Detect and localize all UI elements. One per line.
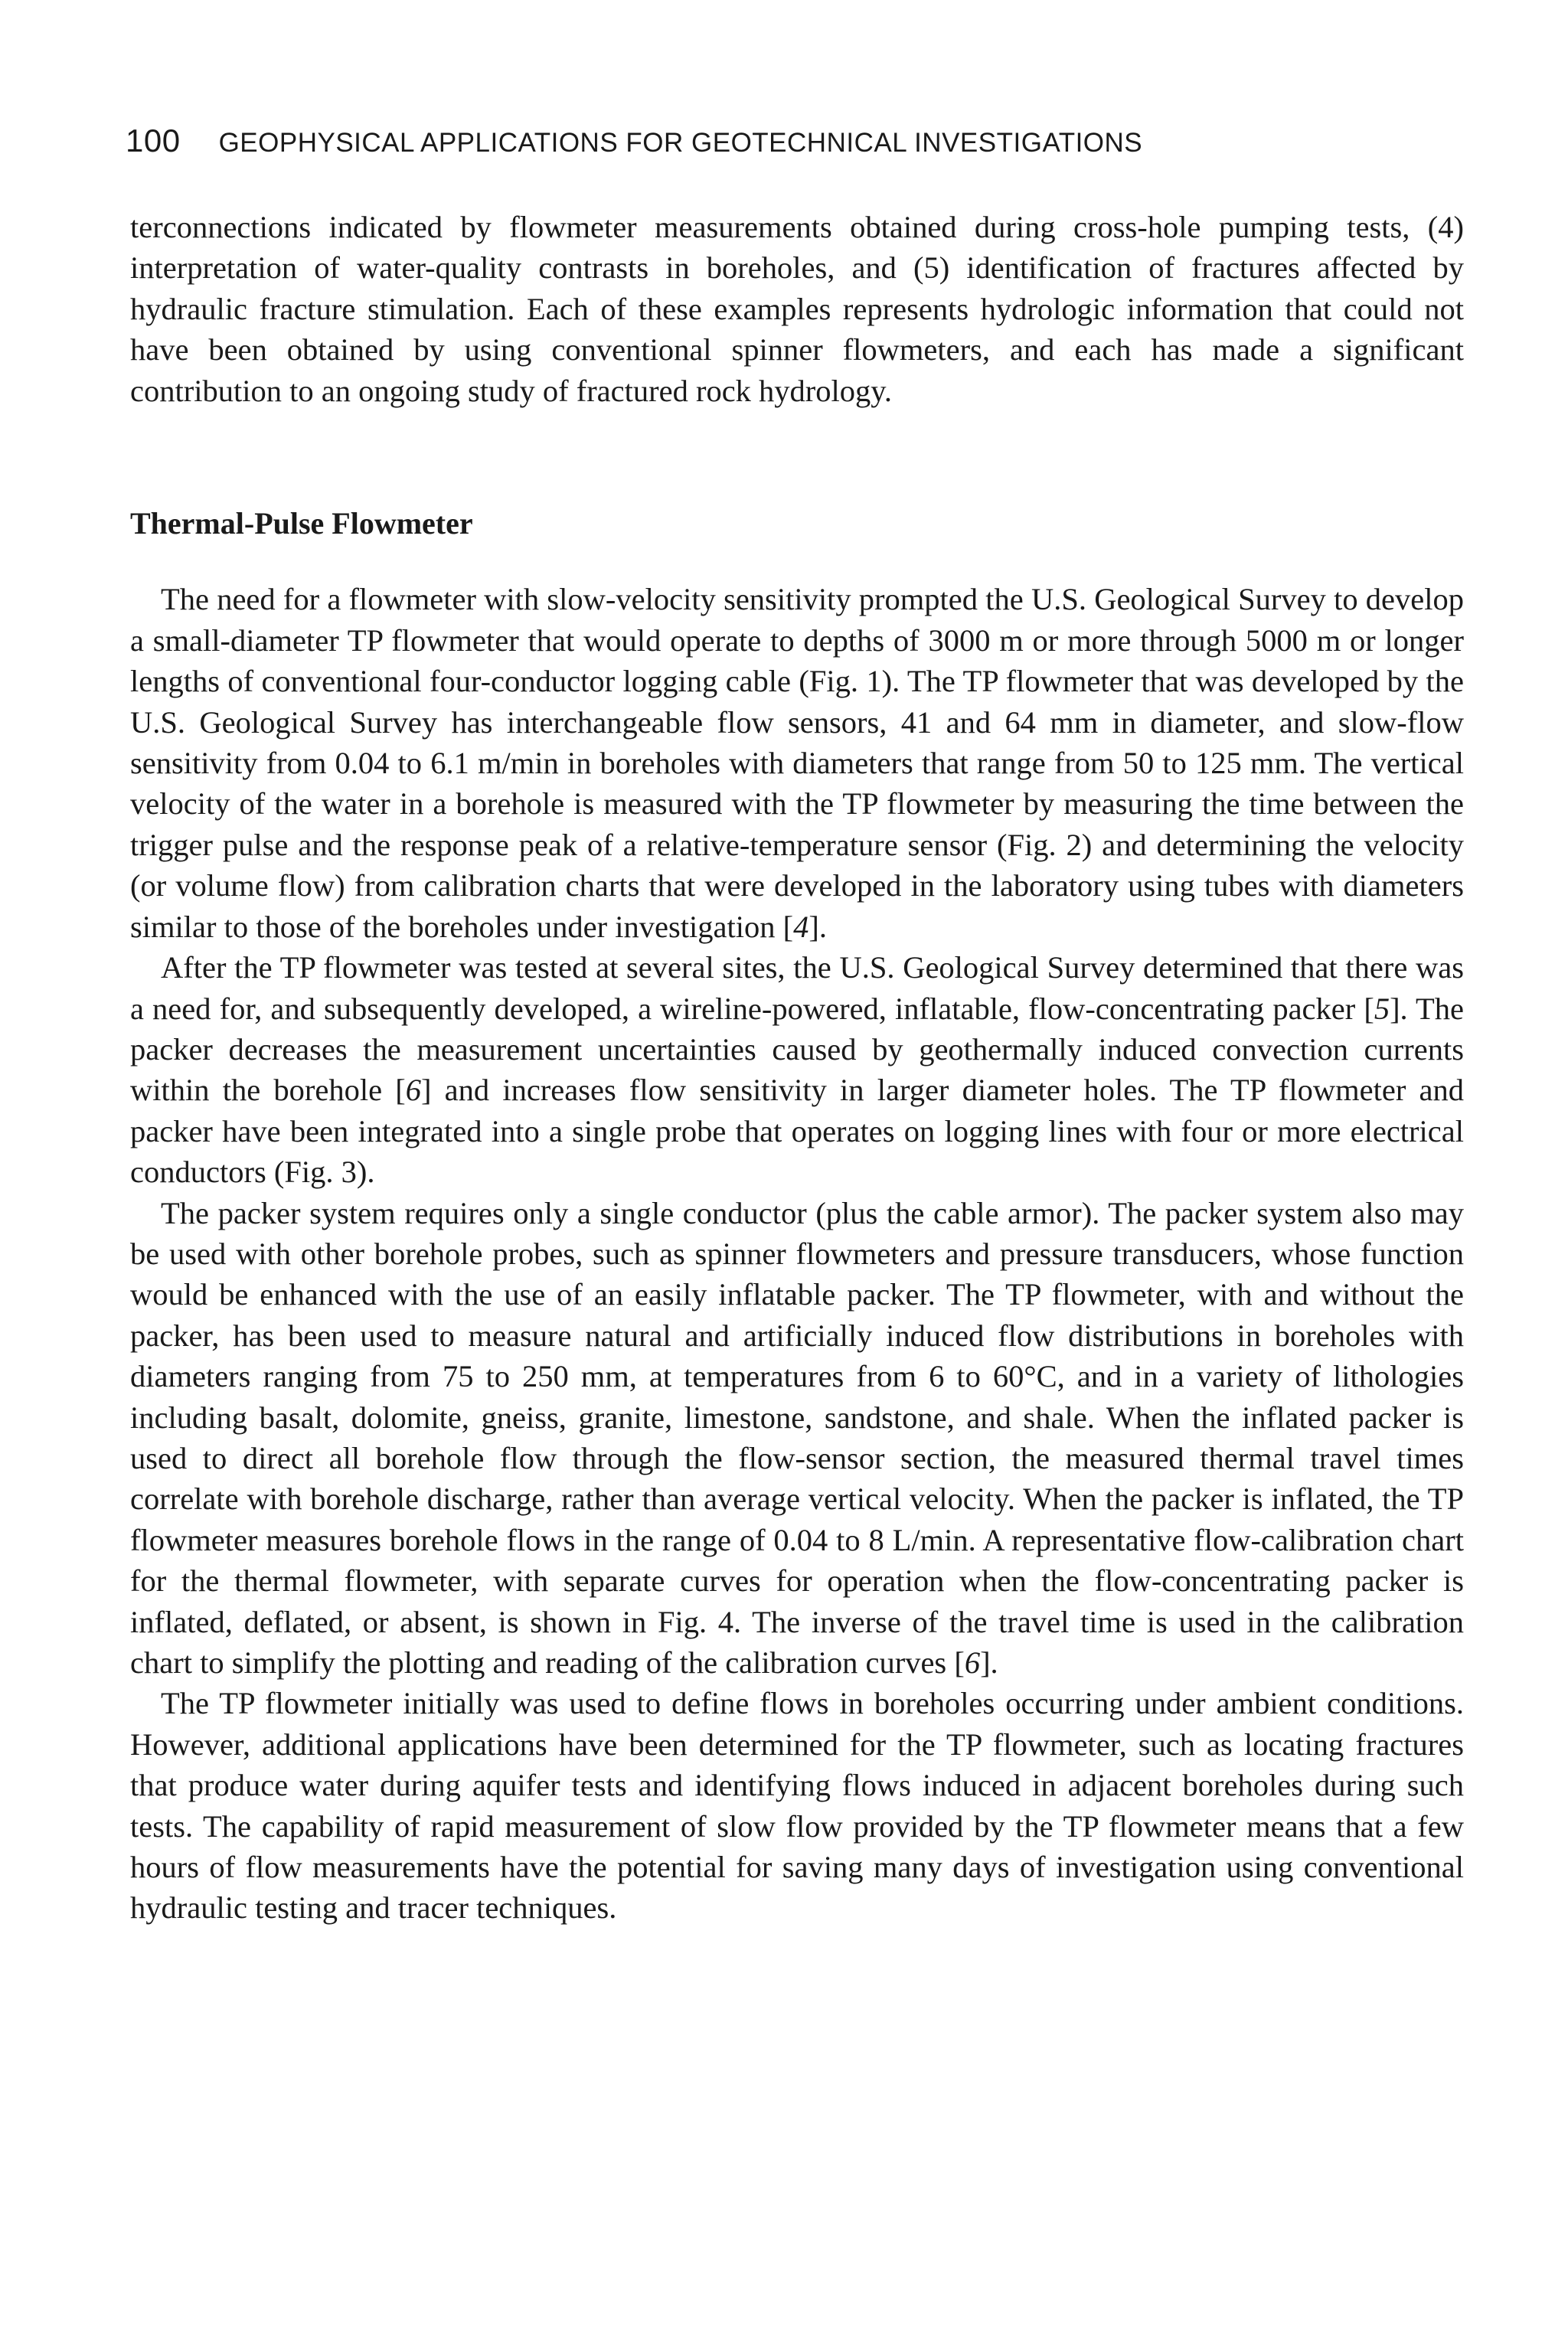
paragraph-packer-system (130, 1193, 1464, 1684)
body-text (130, 207, 1464, 1929)
citation-ref: 5 (1374, 991, 1390, 1026)
citation-ref: 4 (793, 909, 809, 944)
section-heading: Thermal-Pulse Flowmeter (130, 506, 473, 541)
citation-ref: 6 (405, 1073, 421, 1108)
paragraph-text: After the TP flowmeter was tested at several sites, the U.S. Geological Survey determined that there was a need for, and subsequently developed, a wireline-powered, inflatable, flow-concentrating packer [ (130, 950, 1464, 1026)
citation-ref: 6 (964, 1645, 981, 1680)
running-title: GEOPHYSICAL APPLICATIONS FOR GEOTECHNICAL INVESTIGATIONS (218, 128, 1143, 158)
page (126, 122, 1464, 1929)
page-number: 100 (126, 122, 181, 158)
paragraph-text: ] and increases flow sensitivity in larger diameter holes. The TP flowmeter and packer have been integrated into a single probe that operates on logging lines with four or more electrical conductors (Fig. 3). (130, 1073, 1464, 1190)
paragraph-tp-flowmeter-intro (130, 579, 1464, 947)
paragraph-text: The packer system requires only a single conductor (plus the cable armor). The packer system also may be used with other borehole probes, such as spinner flowmeters and pressure transducers, whose function would be enhanced with the use of an easily inflatable packer. The TP flowmeter, with and without the packer, has been used to measure natural and artificially induced flow distributions in boreholes with diameters ranging from 75 to 250 mm, at temperatures from 6 to 60°C, and in a variety of lithologies including basalt, dolomite, gneiss, granite, limestone, sandstone, and shale. When the inflated packer is used to direct all borehole flow through the flow-sensor section, the measured thermal travel times correlate with borehole discharge, rather than average vertical velocity. When the packer is inflated, the TP flowmeter measures borehole flows in the range of 0.04 to 8 L/min. A representative flow-calibration chart for the thermal flowmeter, with separate curves for operation when the flow-concentrating packer is inflated, deflated, or absent, is shown in Fig. 4. The inverse of the travel time is used in the calibration chart to simplify the plotting and reading of the calibration curves [ (130, 1195, 1464, 1680)
paragraph-text: The need for a flowmeter with slow-velocity sensitivity prompted the U.S. Geological Survey to develop a small-diameter TP flowmeter that would operate to depths of 3000 m or more through 5000 m or longer lengths of conventional four-conductor logging cable (Fig. 1). The TP flowmeter that was developed by the U.S. Geological Survey has interchangeable flow sensors, 41 and 64 mm in diameter, and slow-flow sensitivity from 0.04 to 6.1 m/min in boreholes with diameters that range from 50 to 125 mm. The vertical velocity of the water in a borehole is measured with the TP flowmeter by measuring the time between the trigger pulse and the response peak of a relative-temperature sensor (Fig. 2) and determining the velocity (or volume flow) from calibration charts that were developed in the laboratory using tubes with diameters similar to those of the boreholes under investigation [ (130, 582, 1464, 944)
paragraph-packer (130, 947, 1464, 1192)
paragraph-text: ]. (808, 909, 827, 944)
paragraph-applications: The TP flowmeter initially was used to define flows in boreholes occurring under ambient conditions. However, additional applications have been determined for the TP flowmeter, such as locating fractures that produce water during aquifer tests and identifying flows induced in adjacent boreholes during such tests. The capability of rapid measurement of slow flow provided by the TP flowmeter means that a few hours of flow measurements have the potential for saving many days of investigation using conventional hydraulic testing and tracer techniques. (130, 1686, 1464, 1926)
paragraph-text: ]. (980, 1645, 998, 1680)
paragraph-continuation: terconnections indicated by flowmeter measurements obtained during cross-hole pumping tests, (4) interpretation of water-quality contrasts in boreholes, and (5) identification of fractures affected by hydraulic fracture stimulation. Each of these examples represents hydrologic information that could not have been obtained by using conventional spinner flowmeters, and each has made a significant contribution to an ongoing study of fractured rock hydrology. (130, 210, 1464, 408)
running-head (126, 122, 1464, 159)
paragraph-text: ]. The packer decreases the measurement uncertainties caused by geothermally induced convection currents within the borehole [ (130, 991, 1464, 1108)
